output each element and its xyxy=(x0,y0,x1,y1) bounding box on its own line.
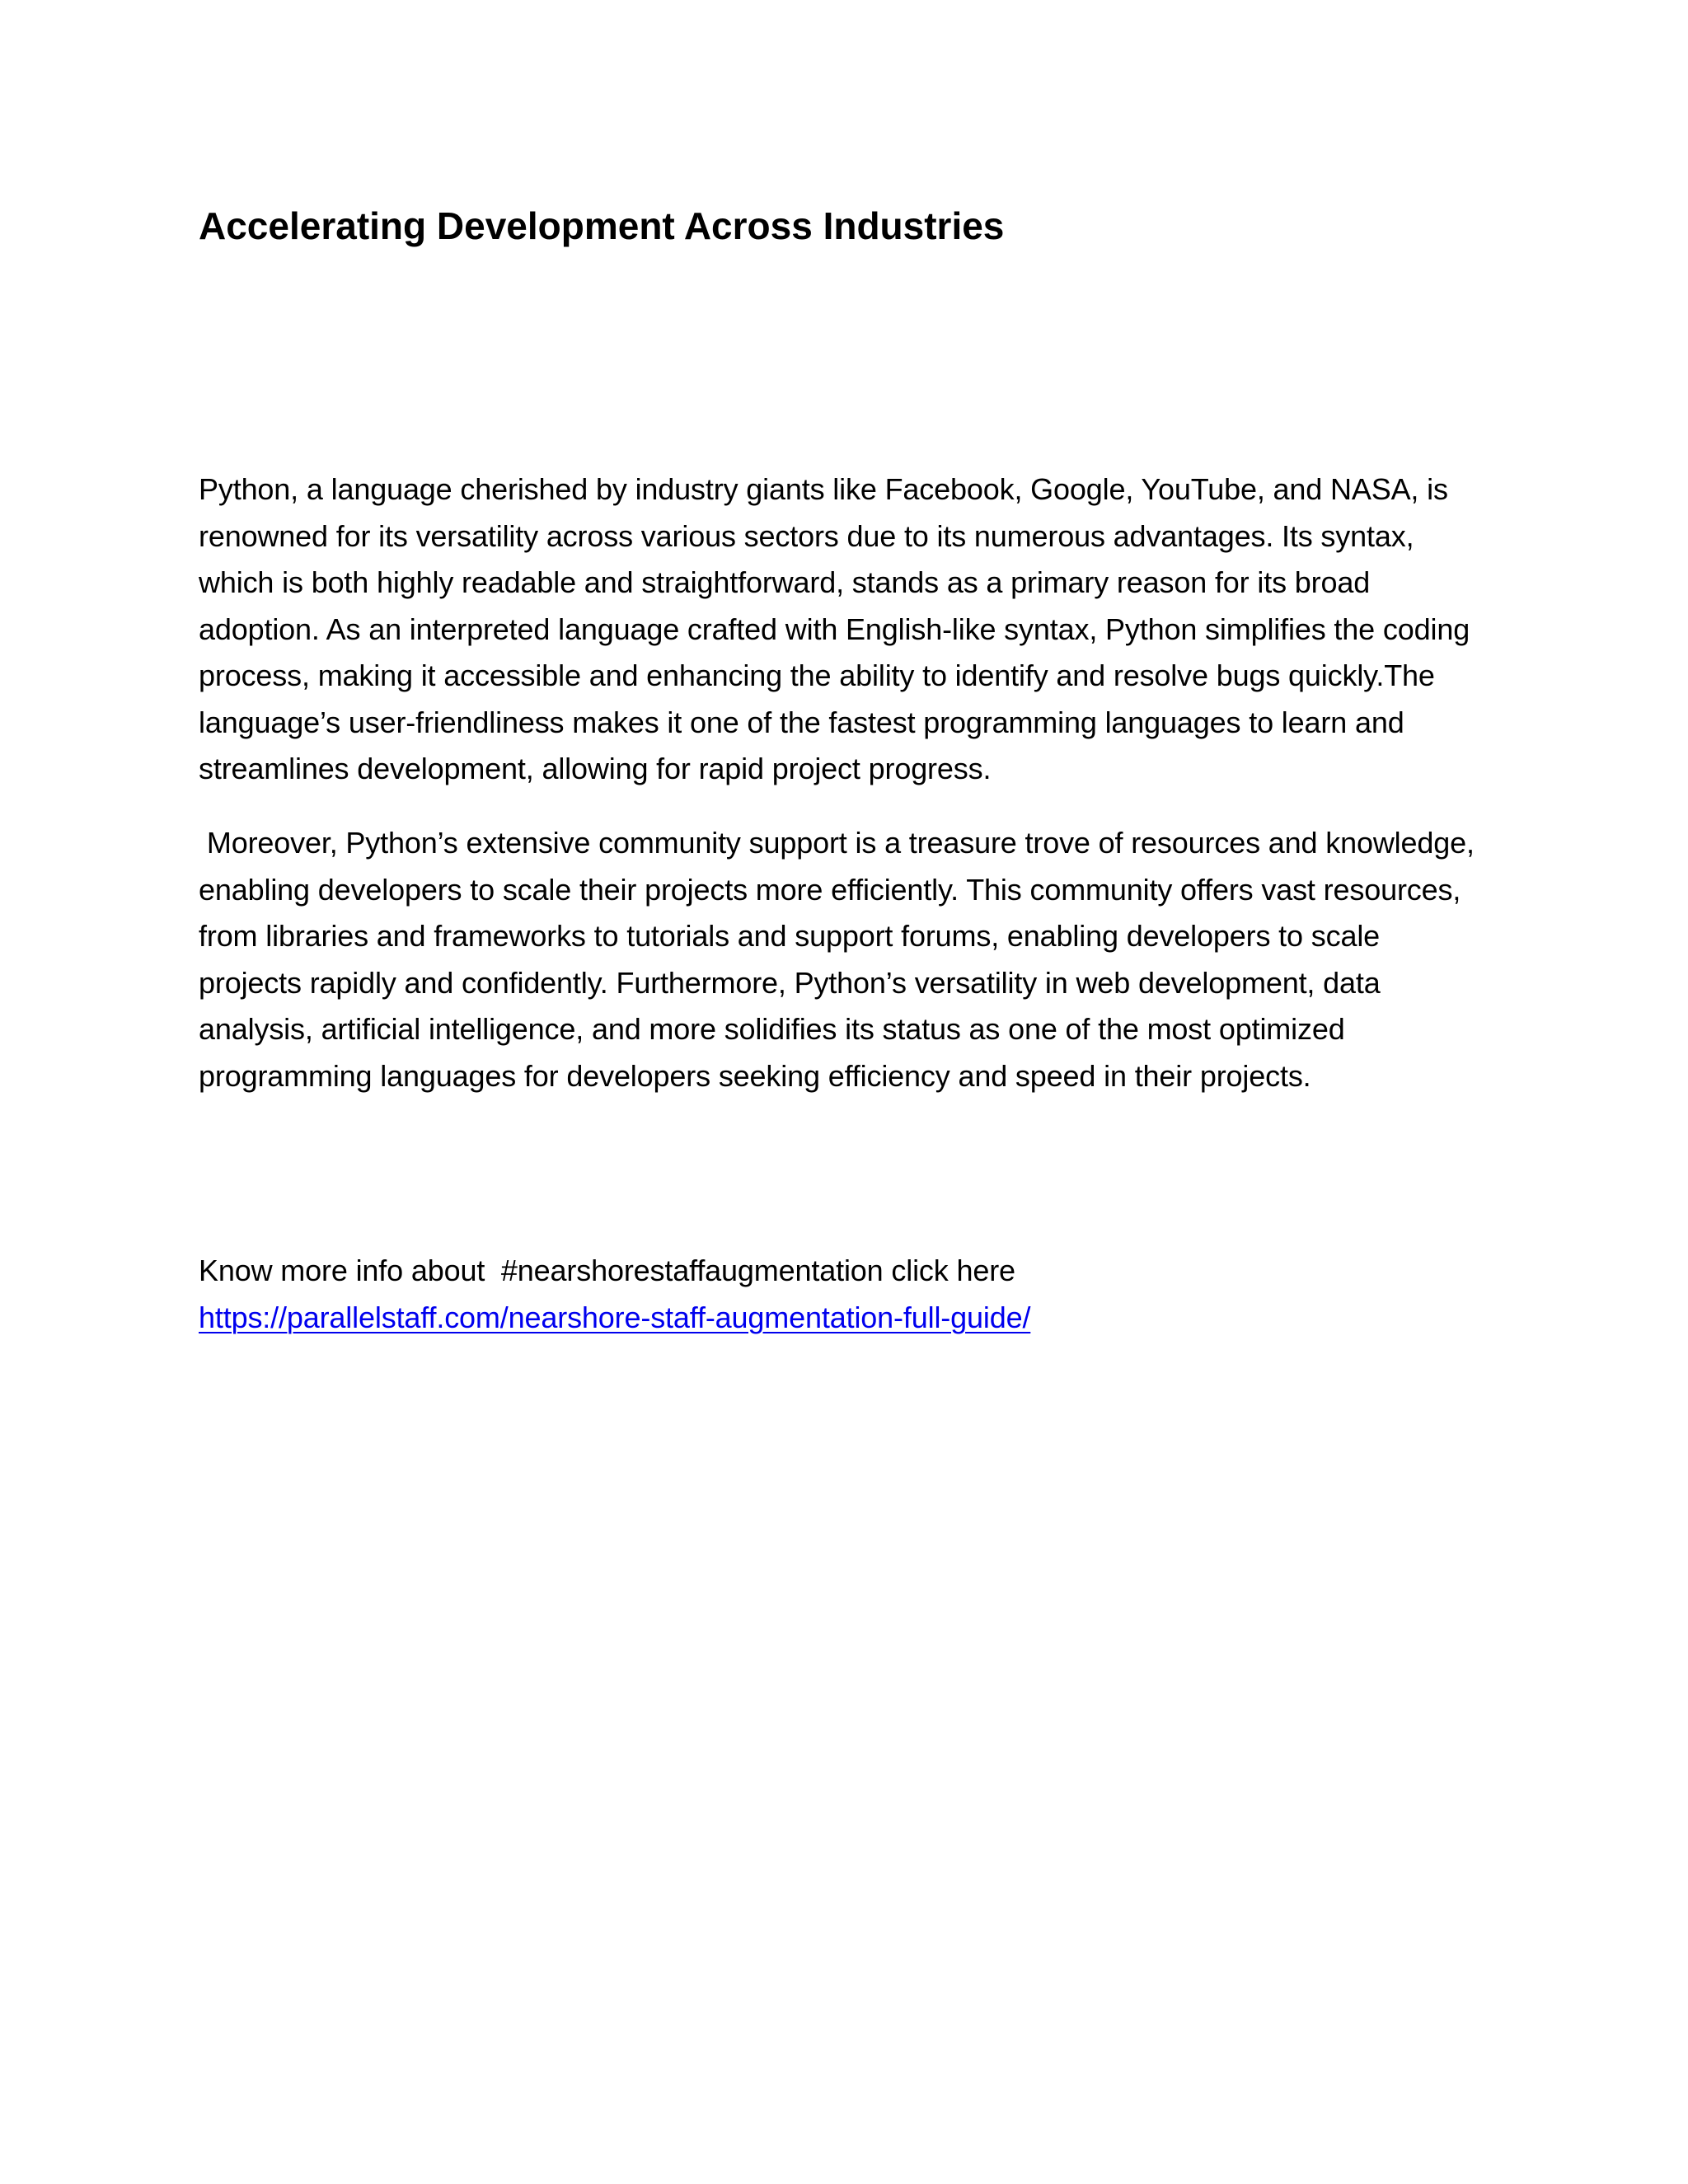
guide-link[interactable]: https://parallelstaff.com/nearshore-staff-augmentation-full-guide/ xyxy=(199,1300,1031,1334)
document-title: Accelerating Development Across Industries xyxy=(199,204,1005,247)
call-to-action xyxy=(199,1248,1484,1341)
body-paragraph-1: Python, a language cherished by industry giants like Facebook, Google, YouTube, and NASA, is renowned for its versatility across various sectors due to its numerous advantages. Its syntax, which is both highly readable and straightforward, stands as a primary reason for its broad adoption. As an interpreted language crafted with English-like syntax, Python simplifies the coding process, making it accessible and enhancing the ability to identify and resolve bugs quickly.The language’s user-friendliness makes it one of the fastest programming languages to learn and streamlines development, allowing for rapid project progress. xyxy=(199,472,1470,785)
call-to-action-text: Know more info about #nearshorestaffaugmentation click here xyxy=(199,1254,1015,1287)
body-paragraph-2: Moreover, Python’s extensive community support is a treasure trove of resources and knowledge, enabling developers to scale their projects more efficiently. This community offers vast resources, from libraries and frameworks to tutorials and support forums, enabling developers to scale projects rapidly and confidently. Furthermore, Python’s versatility in web development, data analysis, artificial intelligence, and more solidifies its status as one of the most optimized programming languages for developers seeking efficiency and speed in their projects. xyxy=(199,826,1483,1093)
